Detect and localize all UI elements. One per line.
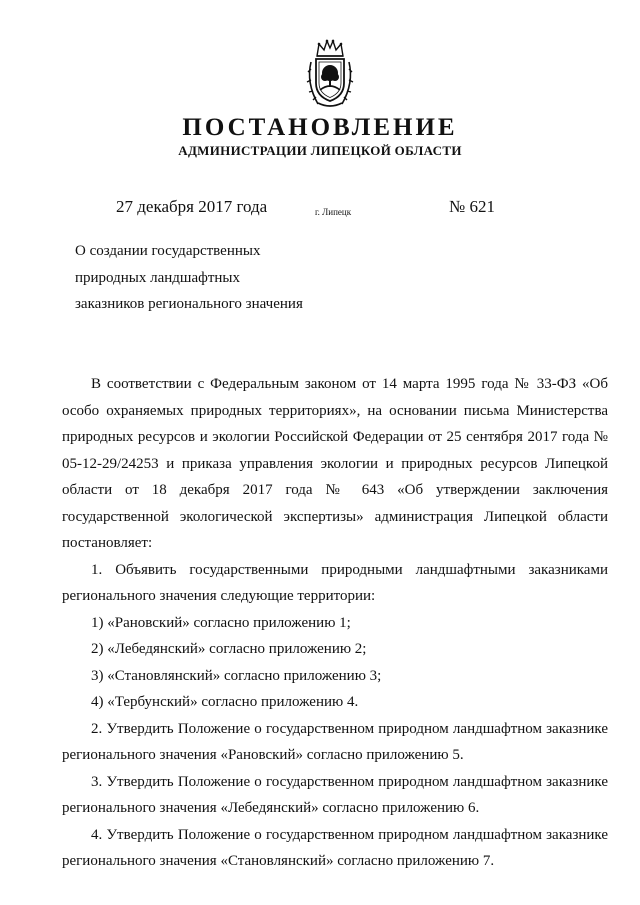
document-date: 27 декабря 2017 года: [116, 197, 268, 216]
subject-line: заказников регионального значения: [75, 296, 303, 312]
clause-1-item: 3) «Становлянский» согласно приложению 3;: [91, 667, 382, 684]
clause-1-item: 1) «Рановский» согласно приложению 1;: [91, 614, 351, 631]
document-subtitle: АДМИНИСТРАЦИИ ЛИПЕЦКОЙ ОБЛАСТИ: [178, 143, 462, 158]
document-title: ПОСТАНОВЛЕНИЕ: [182, 114, 458, 141]
clause-1-item: 2) «Лебедянский» согласно приложению 2;: [91, 641, 367, 657]
document-number: № 621: [449, 197, 495, 216]
clause-2-paragraph: 2. Утвердить Положение о государственном природном ландшафтном заказнике регионального значения «Рановский» согласно приложению 5.: [62, 720, 608, 763]
lipetsk-coat-of-arms-icon: [304, 38, 356, 110]
document-body: [62, 371, 608, 875]
subject-line: природных ландшафтных: [75, 269, 240, 286]
clause-1-paragraph: 1. Объявить государственными природными ландшафтными заказниками регионального значения следующие территории:: [62, 561, 608, 604]
clause-4-paragraph: 4. Утвердить Положение о государственном природном ландшафтном заказнике регионального значения «Становлянский» согласно приложению 7.: [62, 826, 608, 869]
clause-1-item: 4) «Тербунский» согласно приложению 4.: [91, 694, 359, 710]
clause-3-paragraph: 3. Утвердить Положение о государственном природном ландшафтном заказнике регионального значения «Лебедянский» согласно приложению 6.: [62, 773, 608, 816]
document-subject: [75, 238, 303, 318]
preamble-paragraph: В соответствии с Федеральным законом от 14 марта 1995 года № 33-ФЗ «Об особо охраняемых природных территориях», на основании письма Министерства природных ресурсов и экологии Российской Федерации от 25 сентября 2017 года № 05-12-29/24253 и приказа управления экологии и природных ресурсов Липецкой области от 18 декабря 2017 года № 643 «Об утверждении заключения государственной экологической экспертизы» администрация Липецкой области постановляет:: [62, 376, 608, 551]
document-city: г. Липецк: [315, 207, 352, 217]
subject-line: О создании государственных: [75, 243, 261, 259]
